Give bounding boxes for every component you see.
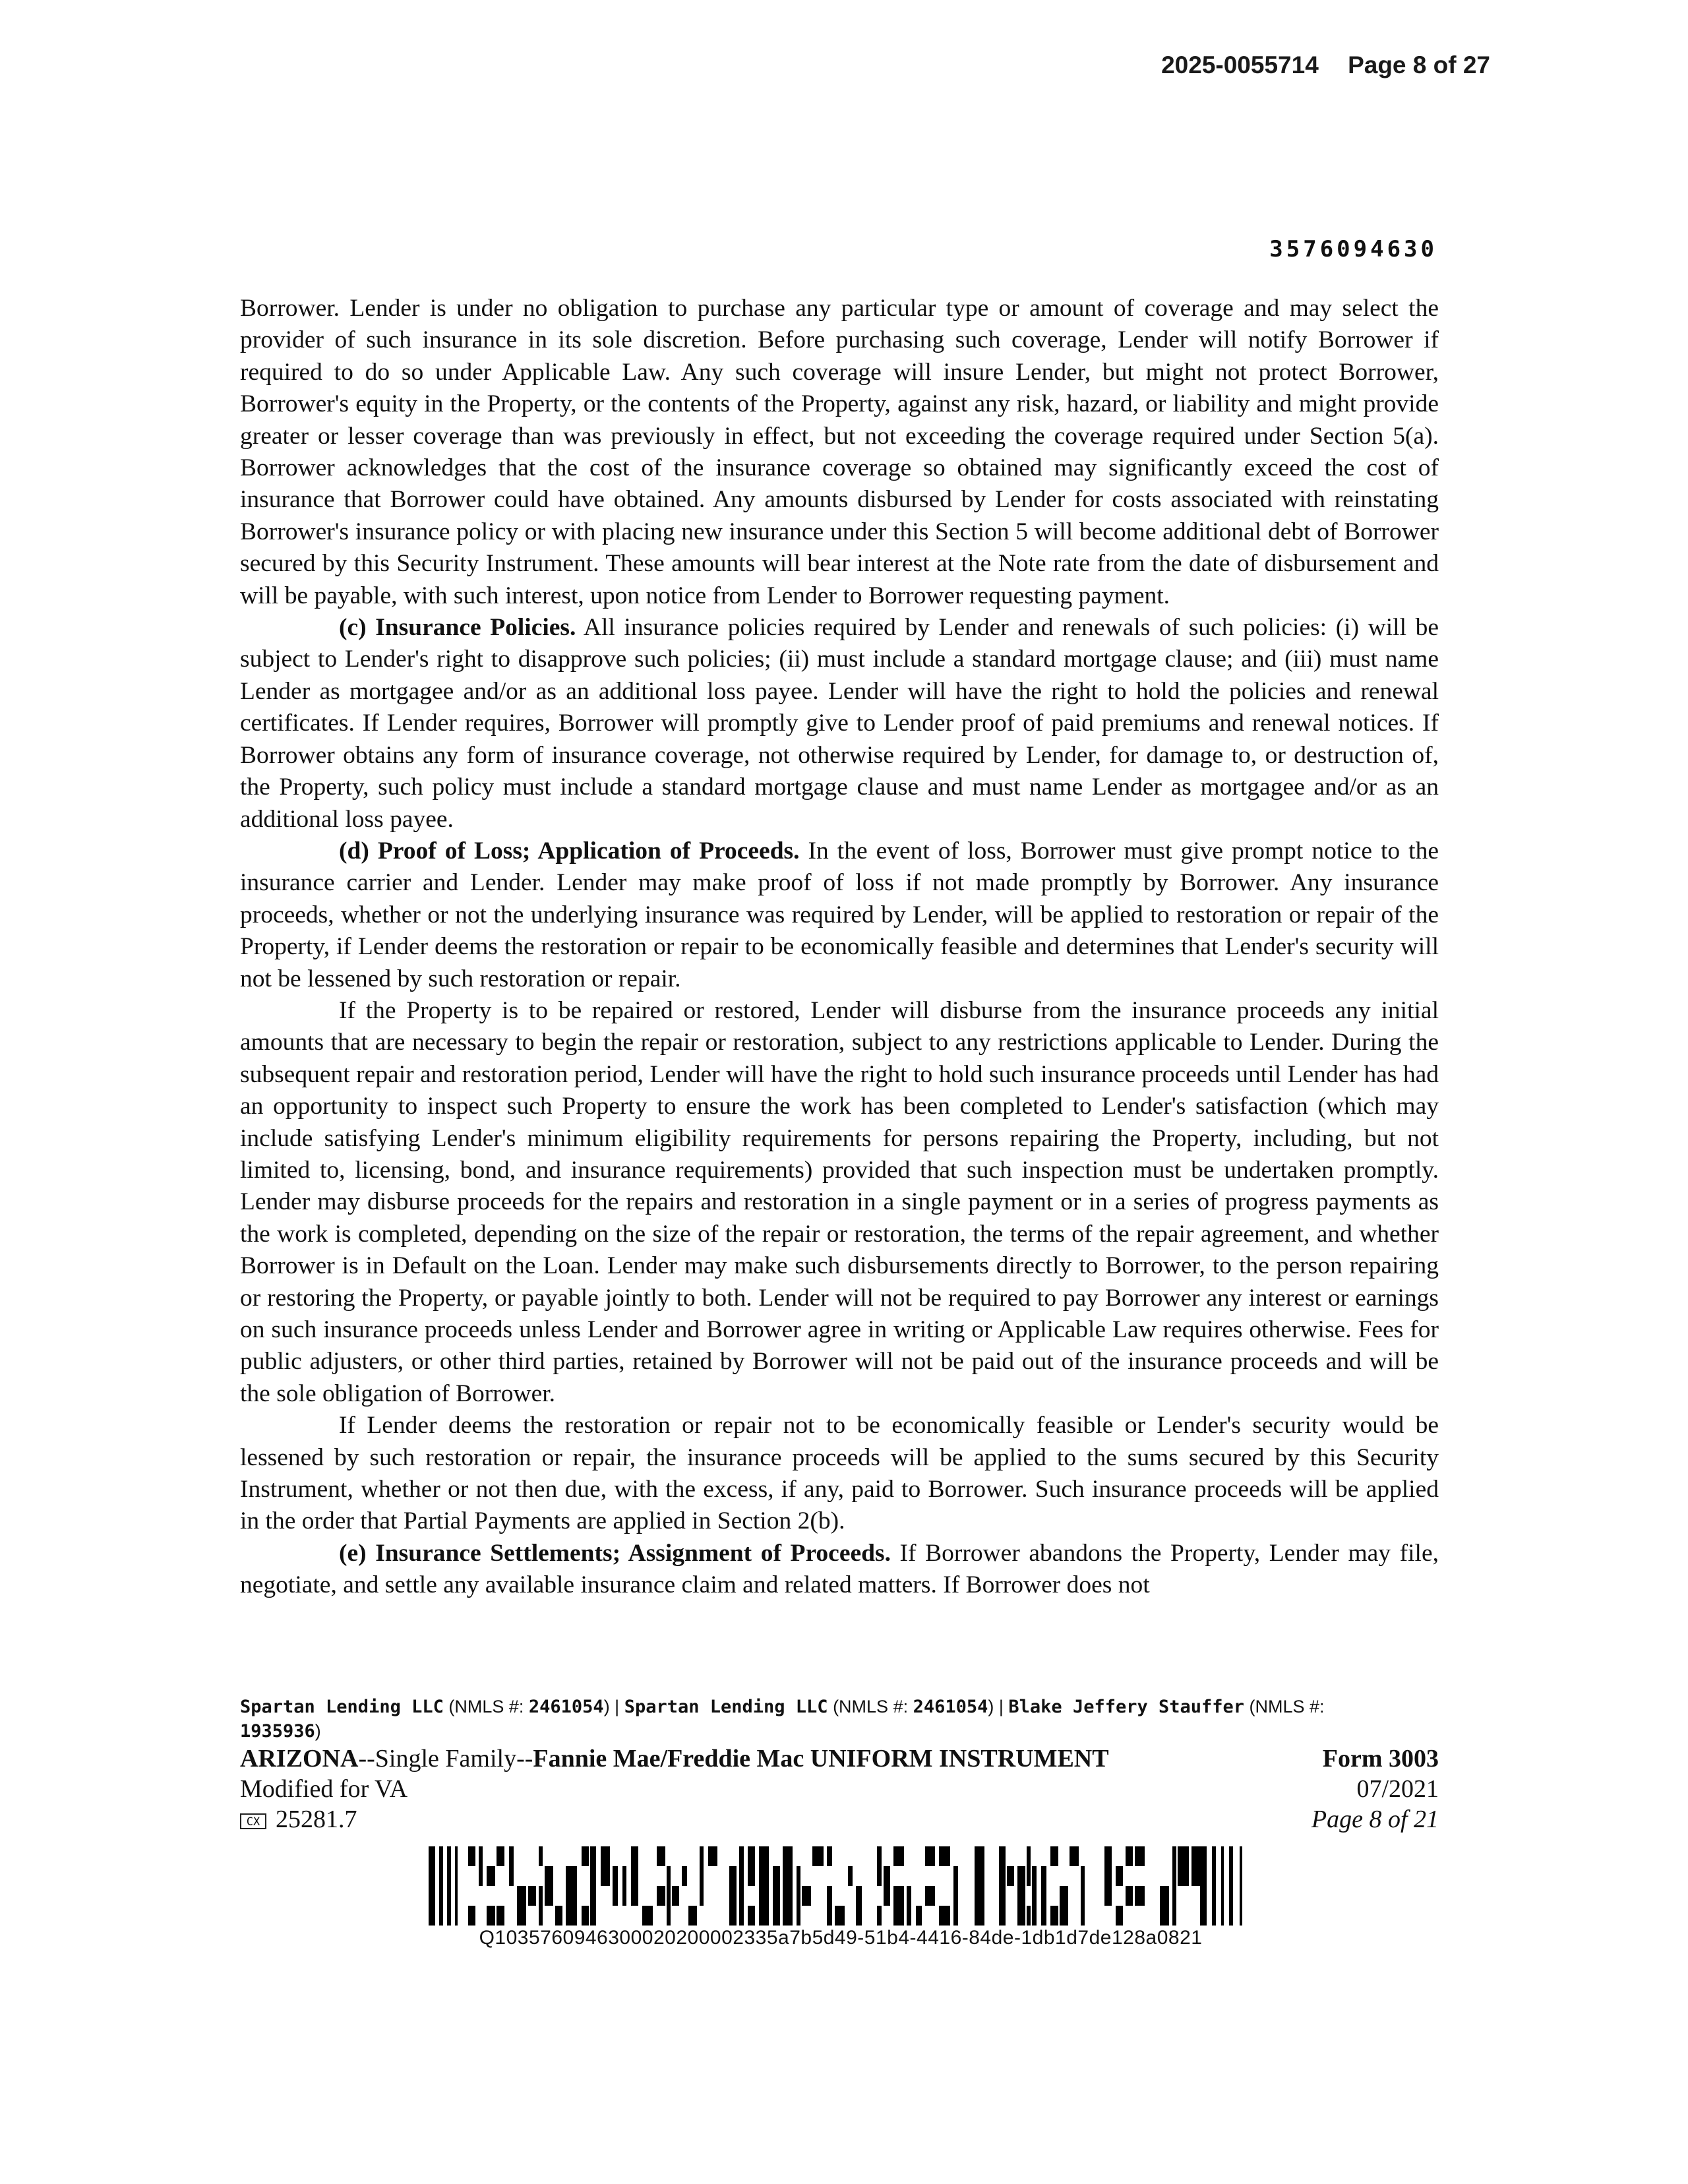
form-modified-row [240,1774,1439,1804]
doc-code: CX 25281.7 [240,1804,357,1835]
recording-page-label: Page 8 of 27 [1348,51,1490,78]
paragraph-text: In the event of loss, Borrower must give prompt notice to the insurance carrier and Lender. Lender may make proof of loss if not made promptly by Borrower. Any insurance proceeds, whether or not the underlying insurance was required by Lender, will be applied to restoration or repair of the Property, if Lender deems the restoration or repair to be economically feasible and determines that Lender's security will not be lessened by such restoration or repair. [240,837,1439,992]
nmls-id: 2461054 [913,1697,988,1717]
section-heading: (e) Insurance Settlements; Assignment of Proceeds. [339,1539,891,1567]
paragraph [240,612,1439,835]
nmls-originator: Blake Jeffery Stauffer [1008,1697,1245,1717]
nmls-company: Spartan Lending LLC [240,1697,444,1717]
form-title: ARIZONA--Single Family--Fannie Mae/Freddie Mac UNIFORM INSTRUMENT [240,1745,1109,1773]
form-date: 07/2021 [1356,1775,1439,1803]
form-title-row [240,1744,1439,1774]
form-page: Page 8 of 21 [1311,1805,1439,1833]
paragraph-text: All insurance policies required by Lender and renewals of such policies: (i) will be subject to Lender's right to disapprove such policies; (ii) must include a standard mortgage clause; and (iii) must name Lender as mortgagee and/or as an additional loss payee. Lender will have the right to hold the policies and renewal certificates. If Lender requires, Borrower will promptly give to Lender proof of paid premiums and renewal notices. If Borrower obtains any form of insurance coverage, not otherwise required by Lender, for damage to, or destruction of, the Property, such policy must include a standard mortgage clause and must name Lender as mortgagee and/or as an additional loss payee. [240,614,1439,833]
barcode-block [429,1846,1253,1949]
loan-number: 3576094630 [1269,236,1437,262]
barcode-icon [429,1846,1253,1926]
form-modified: Modified for VA [240,1775,408,1803]
body-text [240,293,1439,1602]
paragraph [240,1538,1439,1602]
recording-number: 2025-0055714 [1161,51,1319,78]
form-number: Form 3003 [1322,1745,1439,1773]
section-heading: (c) Insurance Policies. [339,614,576,642]
cx-logo-icon: CX [240,1813,266,1829]
recording-header [1161,51,1490,79]
paragraph-text: Borrower. Lender is under no obligation to purchase any particular type or amount of coverage and may select the provider of such insurance in its sole discretion. Before purchasing such coverage, Lender will notify Borrower if required to do so under Applicable Law. Any such coverage will insure Lender, but might not protect Borrower, Borrower's equity in the Property, or the contents of the Property, against any risk, hazard, or liability and might provide greater or lesser coverage than was previously in effect, but not exceeding the coverage required under Section 5(a). Borrower acknowledges that the cost of the insurance coverage so obtained may significantly exceed the cost of insurance that Borrower could have obtained. Any amounts disbursed by Lender for costs associated with reinstating Borrower's insurance policy or with placing new insurance under this Section 5 will become additional debt of Borrower secured by this Security Instrument. These amounts will bear interest at the Note rate from the date of disbursement and will be payable, with such interest, upon notice from Lender to Borrower requesting payment. [240,295,1439,609]
paragraph-text: If Lender deems the restoration or repair not to be economically feasible or Lender's security would be lessened by such restoration or repair, the insurance proceeds will be applied to the sums secured by this Security Instrument, whether or not then due, with the excess, if any, paid to Borrower. Such insurance proceeds will be applied in the order that Partial Payments are applied in Section 2(b). [240,1412,1439,1535]
paragraph-text: If Borrower abandons the Property, Lender may file, negotiate, and settle any available insurance claim and related matters. If Borrower does not [240,1539,1439,1599]
nmls-id: 1935936 [240,1721,315,1742]
paragraph-text: If the Property is to be repaired or restored, Lender will disburse from the insurance proceeds any initial amounts that are necessary to begin the repair or restoration, subject to any restrictions applicable to Lender. During the subsequent repair and restoration period, Lender will have the right to hold such insurance proceeds until Lender has had an opportunity to inspect such Property to ensure the work has been completed to Lender's satisfaction (which may include satisfying Lender's minimum eligibility requirements for persons repairing the Property, including, but not limited to, licensing, bond, and insurance requirements) provided that such inspection must be undertaken promptly. Lender may disburse proceeds for the repairs and restoration in a single payment or in a series of progress payments as the work is completed, depending on the size of the repair or restoration, the terms of the repair agreement, and whether Borrower is in Default on the Loan. Lender may make such disbursements directly to Borrower, to the person repairing or restoring the Property, or payable jointly to both. Lender will not be required to pay Borrower any interest or earnings on such insurance proceeds unless Lender and Borrower agree in writing or Applicable Law requires otherwise. Fees for public adjusters, or other third parties, retained by Borrower will not be paid out of the insurance proceeds and will be the sole obligation of Borrower. [240,996,1439,1407]
section-heading: (d) Proof of Loss; Application of Proceeds. [339,837,800,864]
form-code-row [240,1804,1439,1835]
paragraph [240,995,1439,1410]
barcode-text: Q1035760946300020200002335a7b5d49-51b4-4416-84de-1db1d7de128a0821 [479,1927,1203,1949]
nmls-id: 2461054 [528,1697,604,1717]
nmls-company: Spartan Lending LLC [624,1697,828,1717]
form-footer [240,1695,1439,1835]
paragraph [240,835,1439,995]
paragraph [240,1410,1439,1538]
paragraph [240,293,1439,612]
nmls-line: Spartan Lending LLC (NMLS #: 2461054) | Spartan Lending LLC (NMLS #: 2461054) | Blake Jeffery Stauffer (NMLS #: 1935936) [240,1697,1325,1742]
